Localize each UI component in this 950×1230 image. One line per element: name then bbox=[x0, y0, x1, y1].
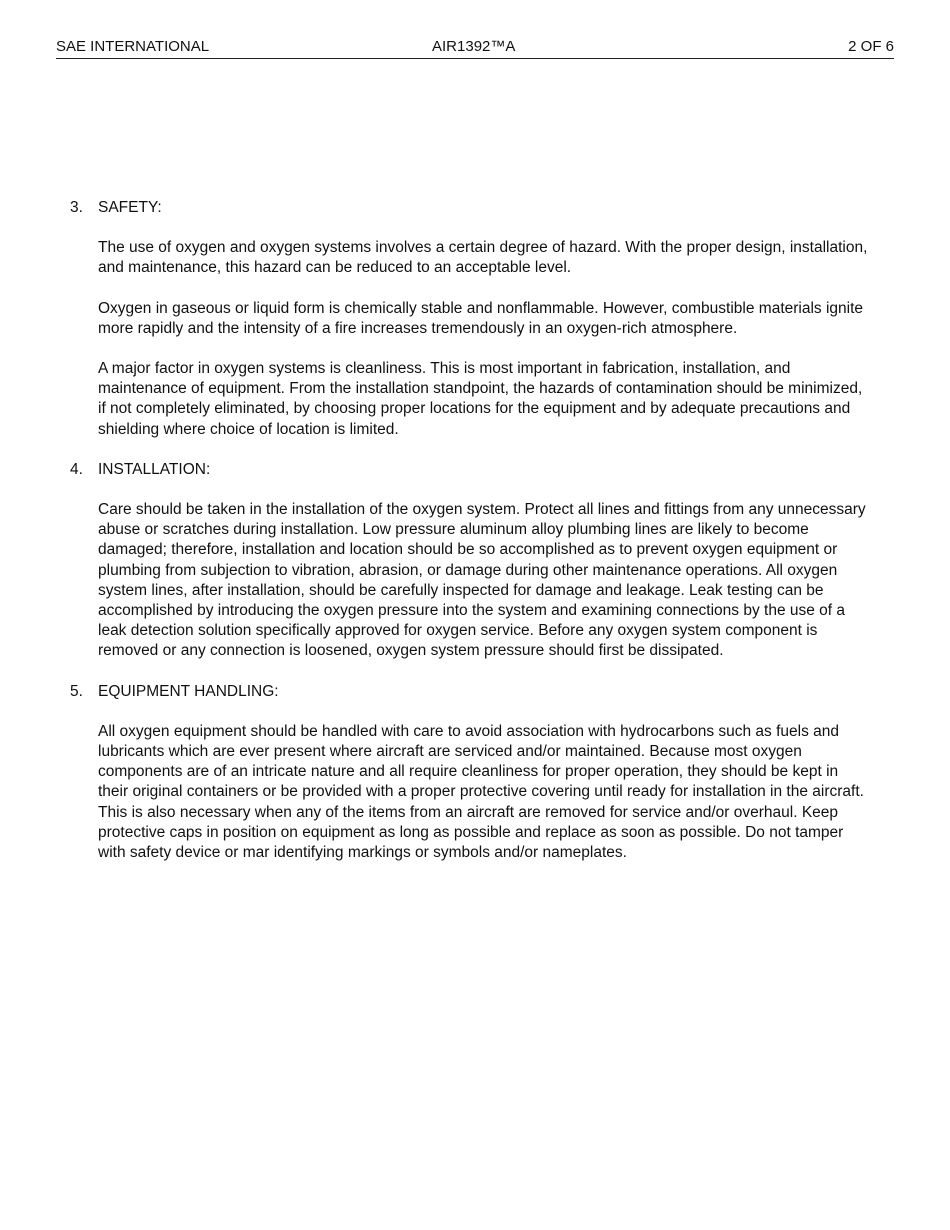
header-page-indicator: 2 OF 6 bbox=[848, 38, 894, 55]
page-header bbox=[56, 38, 894, 59]
header-document-id: AIR1392™A bbox=[432, 38, 516, 55]
section-number: 5. bbox=[70, 682, 83, 700]
section-heading bbox=[60, 682, 870, 702]
section-installation bbox=[60, 460, 870, 662]
section-number: 3. bbox=[70, 199, 83, 216]
section-title: SAFETY: bbox=[98, 199, 162, 216]
section-number: 4. bbox=[70, 460, 83, 478]
header-organization: SAE INTERNATIONAL bbox=[56, 38, 210, 55]
paragraph: A major factor in oxygen systems is cleanliness. This is most important in fabrication, installation, and maintenance of equipment. From the installation standpoint, the hazards of contamination should be minimized, if not completely eliminated, by choosing proper locations for the equipment and by adequate precautions and shielding where choice of location is limited. bbox=[98, 360, 863, 438]
section-heading bbox=[60, 198, 870, 218]
paragraph: The use of oxygen and oxygen systems involves a certain degree of hazard. With the proper design, installation, and maintenance, this hazard can be reduced to an acceptable level. bbox=[98, 239, 868, 277]
section-title: EQUIPMENT HANDLING: bbox=[98, 682, 279, 700]
paragraph: All oxygen equipment should be handled with care to avoid association with hydrocarbons such as fuels and lubricants which are ever present where aircraft are serviced and/or maintained. Because most oxygen components are of an intricate nature and all require cleanliness for proper operation, they should be kept in their original containers or be provided with a proper protective covering until ready for installation in the aircraft. This is also necessary when any of the items from an aircraft are removed for service and/or overhaul. Keep protective caps in position on equipment as long as possible and replace as soon as possible. Do not tamper with safety device or mar identifying markings or symbols and/or nameplates. bbox=[98, 722, 864, 862]
paragraph: Care should be taken in the installation of the oxygen system. Protect all lines and fittings from any unnecessary abuse or scratches during installation. Low pressure aluminum alloy plumbing lines are likely to become damaged; therefore, installation and location should be so accomplished as to prevent oxygen equipment or plumbing from subjection to vibration, abrasion, or damage during other maintenance operations. All oxygen system lines, after installation, should be carefully inspected for damage and leakage. Leak testing can be accomplished by introducing the oxygen pressure into the system and examining connections by the use of a leak detection solution specifically approved for oxygen service. Before any oxygen system component is removed or any connection is loosened, oxygen system pressure should first be dissipated. bbox=[98, 501, 866, 660]
document-body bbox=[60, 198, 870, 883]
section-heading bbox=[60, 460, 870, 480]
section-safety bbox=[60, 198, 870, 440]
section-title: INSTALLATION: bbox=[98, 460, 211, 478]
section-equipment-handling bbox=[60, 682, 870, 864]
paragraph: Oxygen in gaseous or liquid form is chemically stable and nonflammable. However, combustible materials ignite more rapidly and the intensity of a fire increases tremendously in an oxygen-rich atmosphere. bbox=[98, 299, 864, 337]
